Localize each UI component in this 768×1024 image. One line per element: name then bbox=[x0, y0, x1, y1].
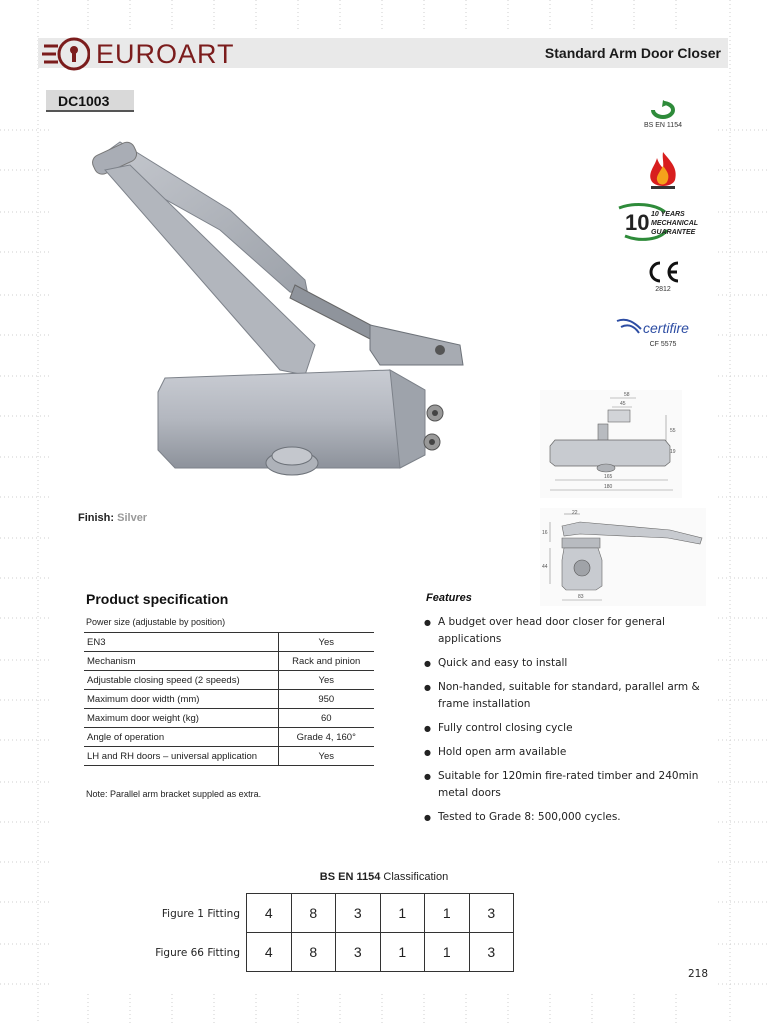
certifire-icon bbox=[615, 313, 711, 339]
spec-note: Note: Parallel arm bracket suppled as extra. bbox=[86, 789, 262, 799]
classification-cell: 1 bbox=[380, 933, 425, 972]
spec-name: Maximum door weight (kg) bbox=[84, 709, 278, 728]
spec-table bbox=[84, 632, 374, 766]
spec-name: Mechanism bbox=[84, 652, 278, 671]
classification-title bbox=[0, 871, 768, 883]
svg-text:MECHANICAL: MECHANICAL bbox=[651, 220, 699, 227]
cert-certifire: certifire CF 5575 bbox=[600, 313, 726, 348]
list-item: ● Non-handed, suitable for standard, parallel arm & frame installation bbox=[424, 679, 724, 713]
features-list bbox=[424, 614, 724, 833]
technical-drawing-front bbox=[540, 390, 682, 498]
classification-row-label: Figure 1 Fitting bbox=[161, 908, 240, 920]
cert-ce-mark: 2812 bbox=[600, 260, 726, 293]
list-item: ● A budget over head door closer for general applications bbox=[424, 614, 724, 648]
classification-label: Classification bbox=[380, 871, 449, 883]
svg-text:45: 45 bbox=[620, 401, 626, 407]
spec-value: Yes bbox=[278, 633, 374, 652]
spec-value: Rack and pinion bbox=[278, 652, 374, 671]
svg-text:55: 55 bbox=[670, 428, 676, 434]
classification-cell: 1 bbox=[380, 894, 425, 933]
table-row bbox=[84, 728, 374, 747]
spec-value: 950 bbox=[278, 690, 374, 709]
list-item: ● Tested to Grade 8: 500,000 cycles. bbox=[424, 809, 724, 826]
fire-rated-icon bbox=[645, 150, 681, 190]
classification-cell: 8 bbox=[291, 894, 336, 933]
classification-cell: 3 bbox=[336, 894, 381, 933]
euroart-logo bbox=[42, 32, 282, 76]
spec-value: 60 bbox=[278, 709, 374, 728]
list-item: ● Quick and easy to install bbox=[424, 655, 724, 672]
bs-en-1154-icon bbox=[649, 100, 677, 120]
svg-text:certifire: certifire bbox=[643, 320, 689, 336]
classification-cell: 3 bbox=[469, 894, 514, 933]
spec-value: Grade 4, 160° bbox=[278, 728, 374, 747]
classification-cell: 4 bbox=[247, 894, 292, 933]
svg-text:19: 19 bbox=[670, 449, 676, 455]
finish-label: Finish: bbox=[78, 512, 115, 524]
model-code: DC1003 bbox=[46, 90, 134, 112]
table-row bbox=[84, 633, 374, 652]
table-row bbox=[84, 671, 374, 690]
door-closer-image bbox=[80, 120, 480, 490]
svg-text:180: 180 bbox=[604, 484, 613, 490]
classification-cell: 1 bbox=[425, 933, 470, 972]
cert-fire-rated bbox=[600, 150, 726, 192]
spec-name: LH and RH doors – universal application bbox=[84, 747, 278, 766]
list-item: ● Hold open arm available bbox=[424, 744, 724, 761]
svg-text:44: 44 bbox=[542, 564, 548, 570]
svg-text:58: 58 bbox=[624, 392, 630, 398]
spec-value: Yes bbox=[278, 747, 374, 766]
page-number: 218 bbox=[688, 968, 709, 980]
finish-info bbox=[78, 512, 147, 524]
svg-text:83: 83 bbox=[578, 594, 584, 600]
classification-cell: 3 bbox=[336, 933, 381, 972]
table-row bbox=[84, 690, 374, 709]
ten-year-guarantee-icon bbox=[615, 202, 711, 242]
spec-name: Adjustable closing speed (2 speeds) bbox=[84, 671, 278, 690]
classification-cell: 1 bbox=[425, 894, 470, 933]
table-row bbox=[84, 652, 374, 671]
classification-standard: BS EN 1154 bbox=[319, 871, 381, 883]
svg-text:10 YEARS: 10 YEARS bbox=[651, 211, 685, 218]
cert-bs-en-1154: BS EN 1154 bbox=[600, 100, 726, 129]
spec-name: Angle of operation bbox=[84, 728, 278, 747]
ce-mark-icon bbox=[645, 260, 681, 284]
svg-text:22: 22 bbox=[572, 510, 578, 516]
classification-cell: 3 bbox=[469, 933, 514, 972]
classification-table bbox=[246, 893, 514, 972]
svg-text:165: 165 bbox=[604, 474, 613, 480]
classification-cell: 8 bbox=[291, 933, 336, 972]
table-row bbox=[84, 709, 374, 728]
cert-10-year-guarantee bbox=[600, 202, 726, 244]
page-title: Standard Arm Door Closer bbox=[544, 45, 721, 61]
brand-name: EUROART bbox=[96, 38, 235, 69]
classification-row-label: Figure 66 Fitting bbox=[155, 947, 240, 959]
spec-title: Product specification bbox=[86, 591, 229, 607]
features-title: Features bbox=[426, 592, 472, 604]
list-item: ● Suitable for 120min fire-rated timber and 240min metal doors bbox=[424, 768, 724, 802]
svg-text:10: 10 bbox=[625, 210, 650, 235]
key-logo-icon bbox=[42, 34, 90, 74]
table-row bbox=[247, 894, 514, 933]
table-row bbox=[247, 933, 514, 972]
classification-cell: 4 bbox=[247, 933, 292, 972]
list-item: ● Fully control closing cycle bbox=[424, 720, 724, 737]
svg-text:GUARANTEE: GUARANTEE bbox=[651, 229, 696, 236]
spec-value: Yes bbox=[278, 671, 374, 690]
spec-name: Maximum door width (mm) bbox=[84, 690, 278, 709]
spec-name: EN3 bbox=[84, 633, 278, 652]
technical-drawing-plan bbox=[540, 508, 706, 606]
table-row bbox=[84, 747, 374, 766]
svg-text:16: 16 bbox=[542, 530, 548, 536]
finish-value: Silver bbox=[117, 512, 148, 524]
spec-caption: Power size (adjustable by position) bbox=[86, 617, 226, 627]
